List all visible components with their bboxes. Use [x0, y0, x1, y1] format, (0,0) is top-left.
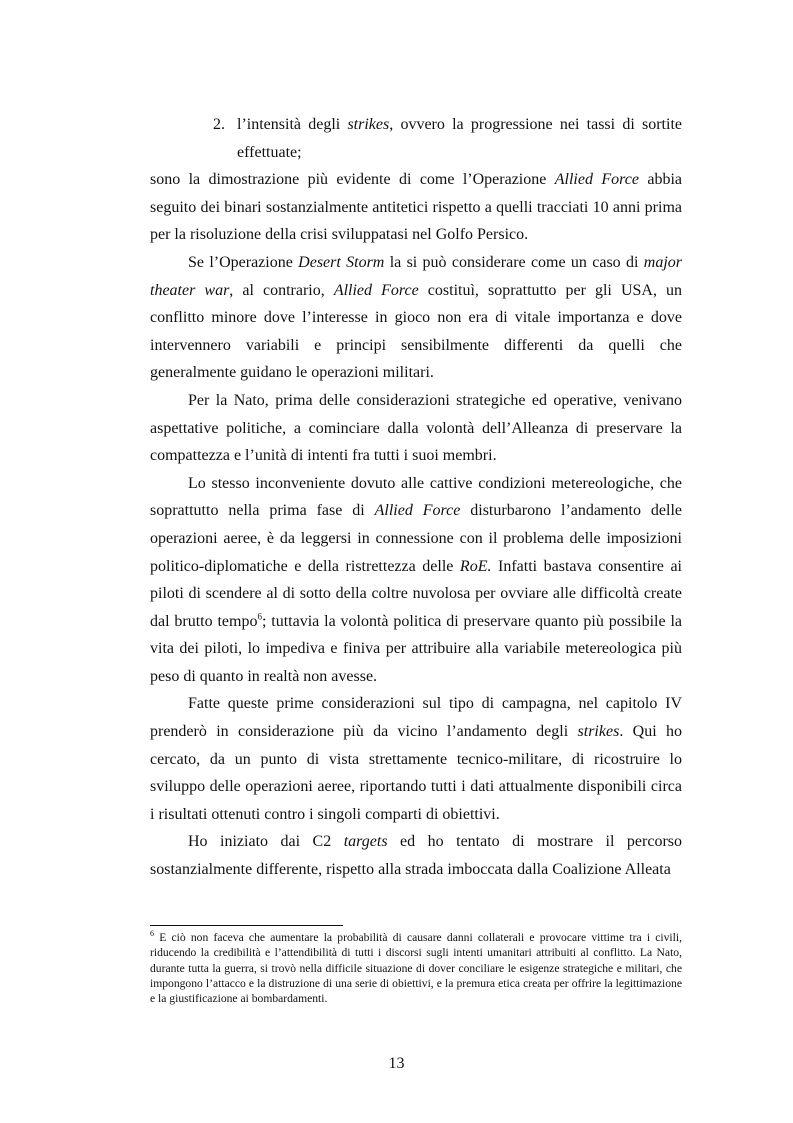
body-text [150, 111, 682, 884]
p4-text-a: Lo stesso inconveniente dovuto alle cattive condizioni metereologiche, che soprattutto nella prima fase di [150, 474, 682, 520]
p6-text-a: Ho iniziato dai C2 [188, 833, 344, 851]
p5-text-c: . Qui ho cercato, da un punto di vista strettamente tecnico-militare, di ricostruire lo sviluppo delle operazioni aeree, riportando tutti i dati attualmente disponibili circa i risultati ottenuti contro i singoli comparti di obiettivi. [150, 723, 683, 823]
p6-text-c: ed ho tentato di mostrare il percorso sostanzialmente differente, rispetto alla strada imboccata dalla Coalizione Alleata [150, 833, 682, 879]
p1-text-a: sono la dimostrazione più evidente di come l’Operazione [150, 171, 555, 189]
p2-text-e: , al contrario, [229, 281, 334, 299]
p2-italic-desert-storm: Desert Storm [298, 253, 385, 271]
paragraph-3 [150, 387, 682, 470]
footnote-number: 6 [150, 929, 154, 939]
p3-text: Per la Nato, prima delle considerazioni strategiche ed operative, venivano aspettative politiche, a cominciare dalla volontà dell’Alleanza di preservare la compattezza e l’unità di intenti fra tutti i suoi membri. [150, 391, 682, 465]
paragraph-5 [150, 690, 682, 828]
list-item-italic: strikes [347, 116, 390, 133]
p2-italic-major-theater-war: major theater war [150, 253, 682, 299]
p4-italic-allied-force: Allied Force [374, 502, 461, 520]
footnote-text: E ciò non faceva che aumentare la probabilità di causare danni collaterali e provocare vittime tra i civili, riducendo la credibilità e l’attendibilità di tutti i discorsi sugli intenti umanitari attribuiti al conflitto. La Nato, durante tutta la guerra, si trovò nella difficile situazione di dover conciliare le esigenze strategiche e militari, che impongono l’attacco e la distruzione di una serie di obiettivi, e la premura etica creata per offrire la legittimazione e la giustificazione ai bombardamenti. [150, 931, 682, 1006]
p1-text-c: abbia seguito dei binari sostanzialmente antitetici rispetto a quelli tracciati 10 anni prima per la risoluzione della crisi sviluppatasi nel Golfo Persico. [150, 171, 683, 244]
footnote-reference[interactable]: 6 [257, 611, 262, 622]
p4-italic-roe: RoE. [459, 557, 492, 575]
p2-text-c: la si può considerare come un caso di [384, 253, 644, 271]
paragraph-4 [150, 470, 682, 691]
p4-text-c: disturbarono l’andamento delle operazioni aeree, è da leggersi in connessione con il problema delle imposizioni politico-diplomatiche e della ristrettezza delle [150, 502, 683, 575]
p2-text-a: Se l’Operazione [188, 253, 299, 271]
p4-text-f: ; tuttavia la volontà politica di preservare quanto più possibile la vita dei piloti, lo impediva e finiva per attribuire alla variabile metereologica più peso di quanto in realtà non avesse. [150, 612, 682, 685]
list-item-number: 2. [213, 116, 225, 133]
p4-text-e: Infatti bastava consentire ai piloti di scendere al di sotto della coltre nuvolosa per ovviare alle difficoltà create dal brutto tempo [150, 557, 683, 630]
paragraph-6 [150, 828, 682, 883]
p6-italic-targets: targets [343, 833, 388, 851]
p1-italic-allied-force: Allied Force [554, 171, 639, 189]
p5-text-a: Fatte queste prime considerazioni sul tipo di campagna, nel capitolo IV prenderò in considerazione più da vicino l’andamento degli [150, 695, 682, 741]
p2-italic-allied-force: Allied Force [333, 281, 419, 299]
paragraph-2 [150, 249, 682, 387]
footnote [150, 930, 682, 1006]
list-item-text-end: , ovvero la progressione nei tassi di sortite effettuate; [237, 116, 682, 161]
list-item-text-start: l’intensità degli [237, 116, 348, 133]
paragraph-1 [150, 166, 682, 249]
page-number: 13 [388, 1055, 405, 1072]
list-item [150, 111, 682, 166]
p2-text-g: costituì, soprattutto per gli USA, un conflitto minore dove l’interesse in gioco non era di vitale importanza e dove intervennero variabili e principi sensibilmente differenti da quelli che generalmente guidano le operazioni militari. [150, 281, 683, 382]
footnote-separator [150, 925, 343, 926]
p5-italic-strikes: strikes [577, 723, 620, 741]
